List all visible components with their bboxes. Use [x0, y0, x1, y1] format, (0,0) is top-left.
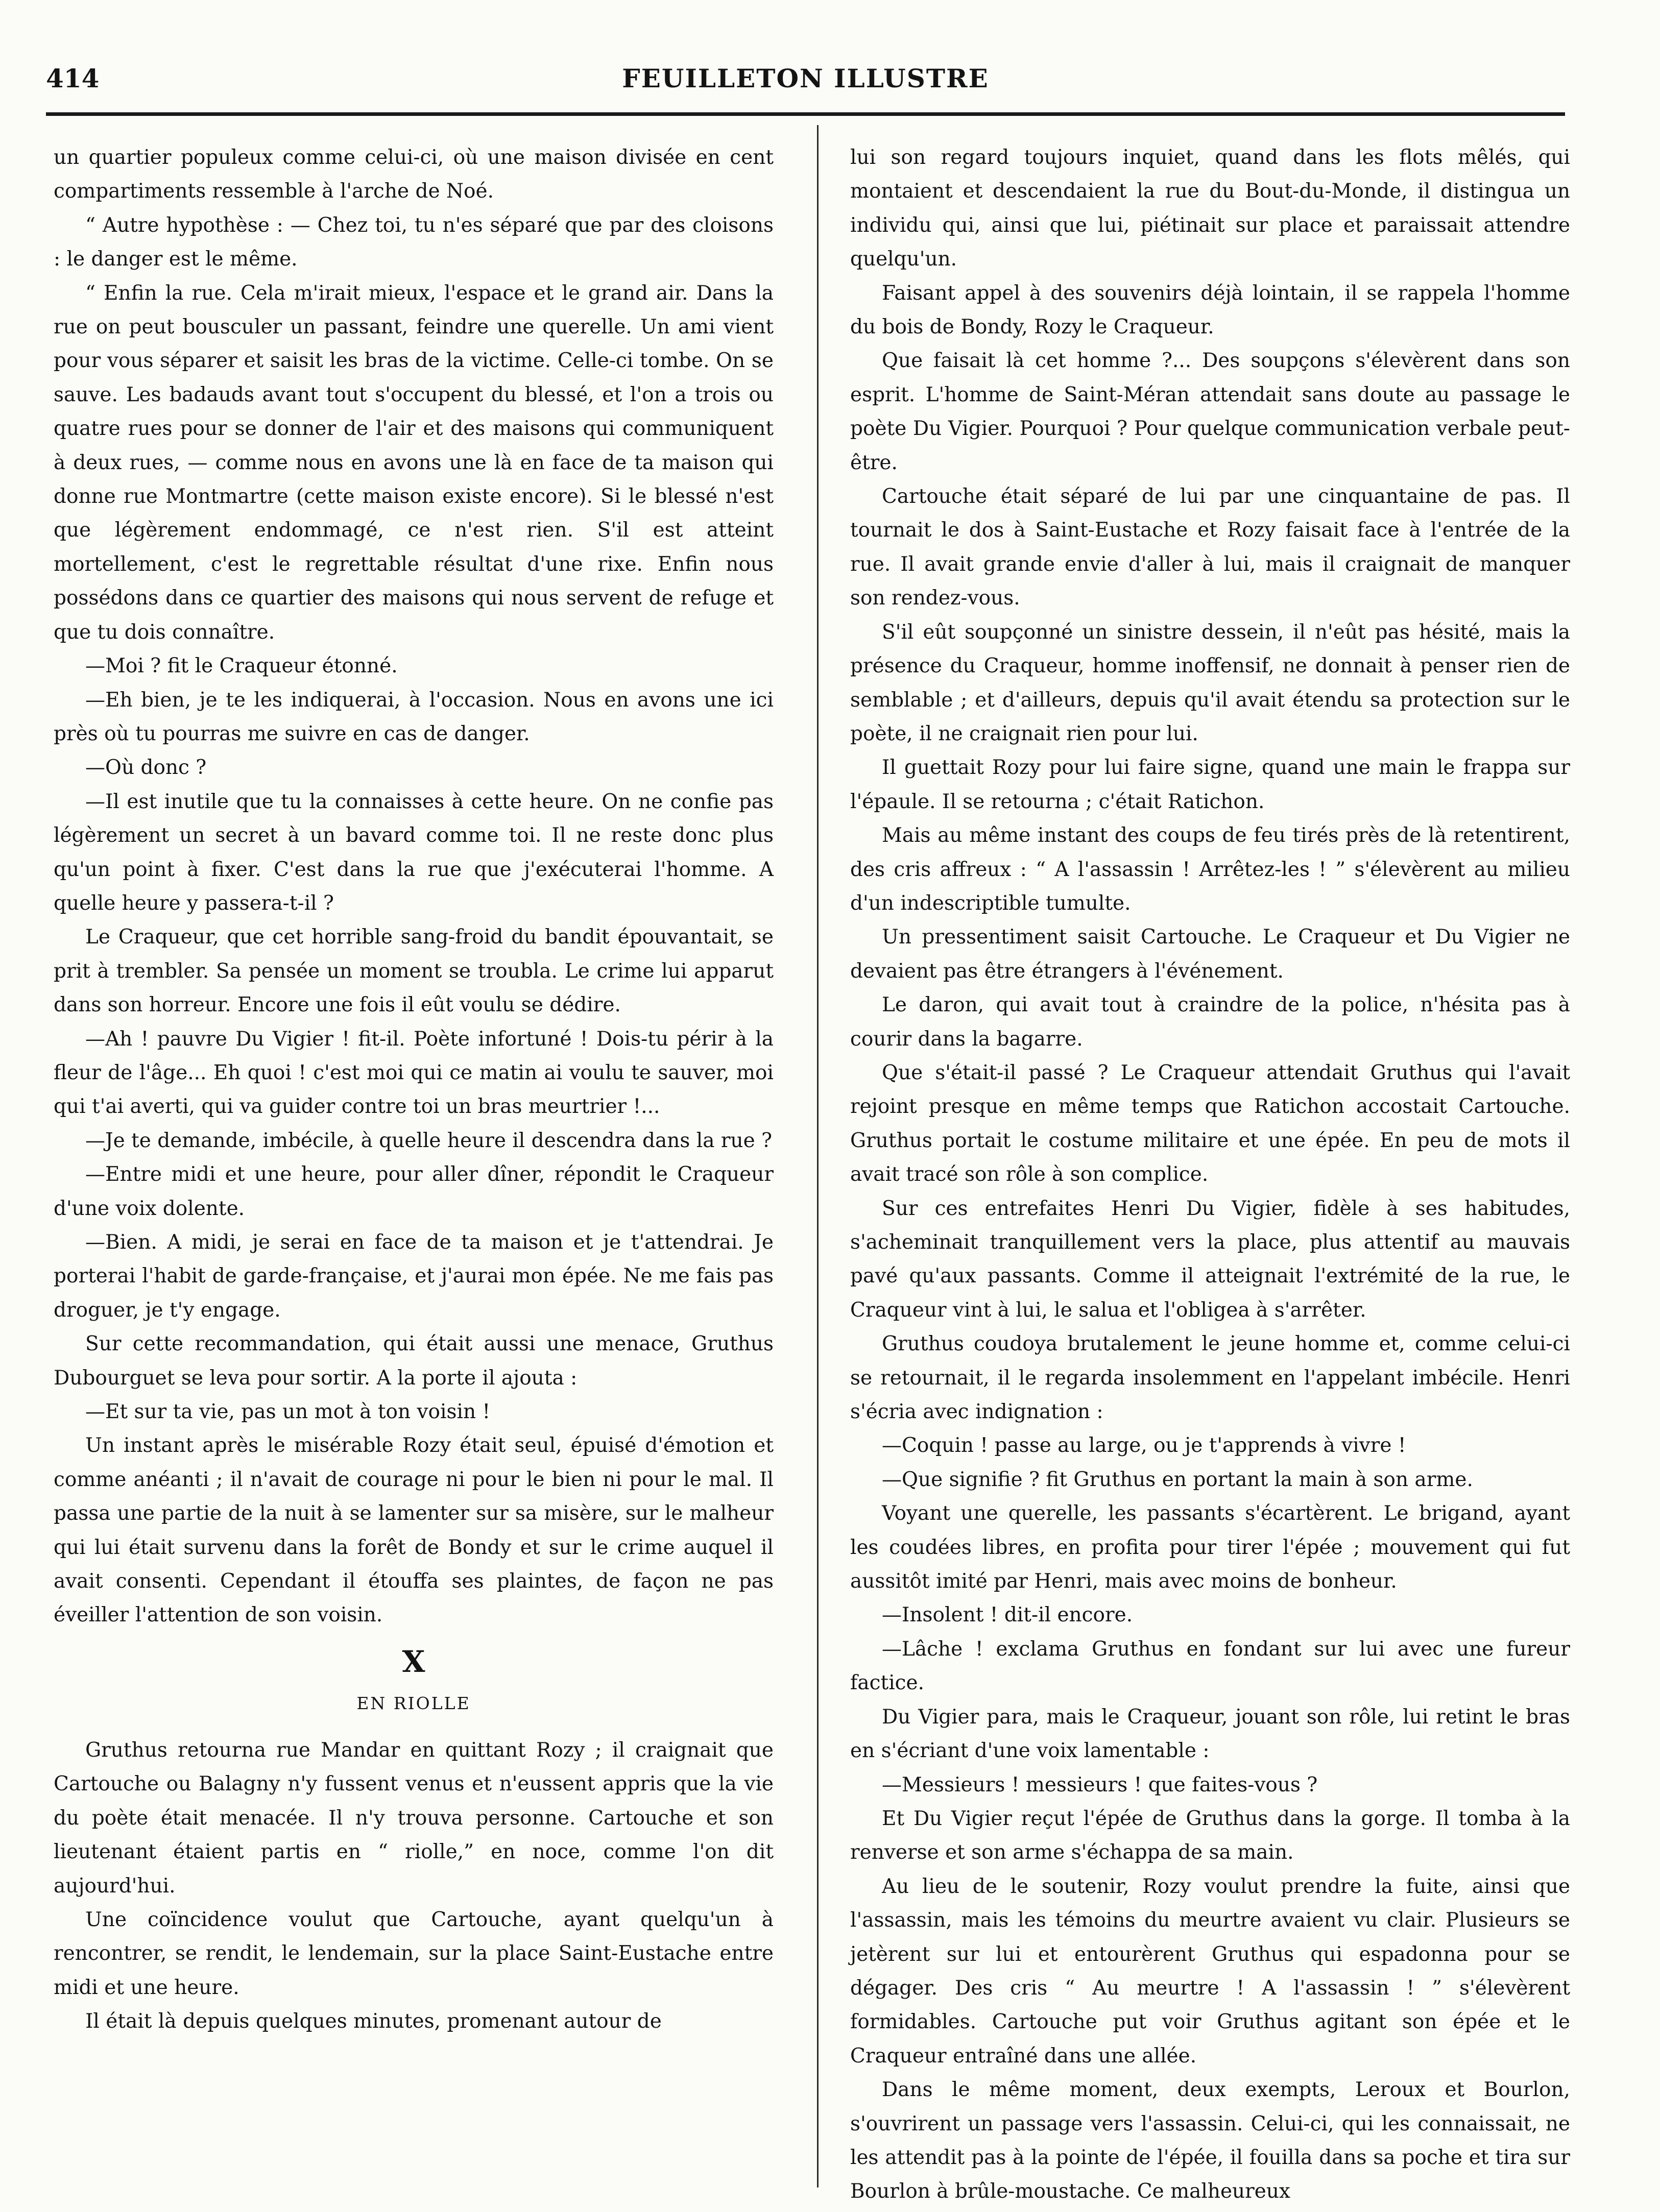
right-column [850, 141, 1570, 2203]
header-rule [46, 112, 1565, 116]
paragraph: Cartouche était séparé de lui par une cinquantaine de pas. Il tournait le dos à Saint-Eustache et Rozy faisait face à l'entrée de la rue. Il avait grande envie d'aller à lui, mais il craignait de manquer son rendez-vous. [850, 485, 1570, 610]
chapter-number: X [402, 1644, 425, 1679]
column-divider [817, 125, 819, 2187]
paragraph: un quartier populeux comme celui-ci, où une maison divisée en cent compartiments ressemble à l'arche de Noé. [54, 146, 774, 203]
paragraph: Au lieu de le soutenir, Rozy voulut prendre la fuite, ainsi que l'assassin, mais les témoins du meurtre avaient vu clair. Plusieurs se jetèrent sur lui et entourèrent Gruthus qui espadonna pour se dégager. Des cris “ Au meurtre ! A l'assassin ! ” s'élevèrent formidables. Cartouche put voir Gruthus agitant son épée et le Craqueur entraîné dans une allée. [850, 1875, 1570, 2068]
paragraph: —Il est inutile que tu la connaisses à cette heure. On ne confie pas légèrement un secret à un bavard comme toi. Il ne reste donc plus qu'un point à fixer. C'est dans la rue que j'exécuterai l'homme. A quelle heure y passera-t-il ? [54, 790, 774, 915]
paragraph: Il était là depuis quelques minutes, promenant autour de [85, 2010, 662, 2033]
paragraph: S'il eût soupçonné un sinistre dessein, il n'eût pas hésité, mais la présence du Craqueur, homme inoffensif, ne donnait à penser rien de semblable ; et d'ailleurs, depuis qu'il avait étendu sa protection sur le poète, il ne craignait rien pour lui. [850, 620, 1570, 745]
running-title: FEUILLETON ILLUSTRE [622, 63, 989, 93]
paragraph: —Messieurs ! messieurs ! que faites-vous ? [882, 1773, 1318, 1796]
paragraph: Un instant après le misérable Rozy était seul, épuisé d'émotion et comme anéanti ; il n'avait de courage ni pour le bien ni pour le mal. Il passa une partie de la nuit à se lamenter sur sa misère, sur le malheur qui lui était survenu dans la forêt de Bondy et sur le crime auquel il avait consenti. Cependant il étouffa ses plaintes, de façon ne pas éveiller l'attention de son voisin. [54, 1434, 774, 1627]
paragraph: Mais au même instant des coups de feu tirés près de là retentirent, des cris affreux : “ A l'assassin ! Arrêtez-les ! ” s'élevèrent au milieu d'un indescriptible tumulte. [850, 824, 1570, 915]
paragraph: Gruthus retourna rue Mandar en quittant Rozy ; il craignait que Cartouche ou Balagny n'y fussent venus et n'eussent appris que la vie du poète était menacée. Il n'y trouva personne. Cartouche et son lieutenant étaient partis en “ riolle,” en noce, comme l'on dit aujourd'hui. [54, 1738, 774, 1898]
paragraph: —Bien. A midi, je serai en face de ta maison et je t'attendrai. Je porterai l'habit de garde-française, et j'aurai mon épée. Ne me fais pas droguer, je t'y engage. [54, 1231, 774, 1322]
paragraph: Il guettait Rozy pour lui faire signe, quand une main le frappa sur l'épaule. Il se retourna ; c'était Ratichon. [850, 756, 1570, 813]
page-number: 414 [46, 63, 100, 93]
paragraph: —Moi ? fit le Craqueur étonné. [85, 654, 398, 678]
paragraph: Et Du Vigier reçut l'épée de Gruthus dans la gorge. Il tomba à la renverse et son arme s'échappa de sa main. [850, 1807, 1570, 1864]
paragraph: —Lâche ! exclama Gruthus en fondant sur lui avec une fureur factice. [850, 1637, 1570, 1695]
paragraph: Un pressentiment saisit Cartouche. Le Craqueur et Du Vigier ne devaient pas être étrangers à l'événement. [850, 926, 1570, 983]
paragraph: Dans le même moment, deux exempts, Leroux et Bourlon, s'ouvrirent un passage vers l'assassin. Celui-ci, qui les connaissait, ne les attendit pas à la pointe de l'épée, il fouilla dans sa poche et tira sur Bourlon à brûle-moustache. Ce malheureux [850, 2078, 1570, 2203]
paragraph: —Et sur ta vie, pas un mot à ton voisin ! [85, 1400, 491, 1424]
paragraph: Voyant une querelle, les passants s'écartèrent. Le brigand, ayant les coudées libres, en profita pour tirer l'épée ; mouvement qui fut aussitôt imité par Henri, mais avec moins de bonheur. [850, 1502, 1570, 1593]
chapter-title: EN RIOLLE [356, 1693, 471, 1713]
paragraph: —Où donc ? [85, 756, 207, 780]
paragraph: “ Enfin la rue. Cela m'irait mieux, l'espace et le grand air. Dans la rue on peut bousculer un passant, feindre une querelle. Un ami vient pour vous séparer et saisit les bras de la victime. Celle-ci tombe. On se sauve. Les badauds avant tout s'occupent du blessé, et l'on a trois ou quatre rues pour se donner de l'air et des maisons qui communiquent à deux rues, — comme nous en avons une là en face de ta maison qui donne rue Montmartre (cette maison existe encore). Si le blessé n'est que légèrement endommagé, ce n'est rien. S'il est atteint mortellement, c'est le regrettable résultat d'une rixe. Enfin nous possédons dans ce quartier des maisons qui nous servent de refuge et que tu dois connaître. [54, 281, 774, 644]
page-header [46, 60, 1565, 106]
paragraph: Sur ces entrefaites Henri Du Vigier, fidèle à ses habitudes, s'acheminait tranquillement vers la place, plus attentif au mauvais pavé qu'aux passants. Comme il atteignait l'extrémité de la rue, le Craqueur vint à lui, le salua et l'obligea à s'arrêter. [850, 1197, 1570, 1322]
paragraph: Le Craqueur, que cet horrible sang-froid du bandit épouvantait, se prit à trembler. Sa pensée un moment se troubla. Le crime lui apparut dans son horreur. Encore une fois il eût voulu se dédire. [54, 926, 774, 1017]
paragraph: Du Vigier para, mais le Craqueur, jouant son rôle, lui retint le bras en s'écriant d'une voix lamentable : [850, 1705, 1570, 1763]
paragraph: Gruthus coudoya brutalement le jeune homme et, comme celui-ci se retournait, il le regarda insolemment en l'appelant imbécile. Henri s'écria avec indignation : [850, 1332, 1570, 1424]
paragraph: —Entre midi et une heure, pour aller dîner, répondit le Craqueur d'une voix dolente. [54, 1163, 774, 1220]
paragraph: —Que signifie ? fit Gruthus en portant la main à son arme. [882, 1468, 1473, 1491]
paragraph: —Eh bien, je te les indiquerai, à l'occasion. Nous en avons une ici près où tu pourras me suivre en cas de danger. [54, 688, 774, 745]
paragraph: —Insolent ! dit-il encore. [882, 1603, 1133, 1627]
paragraph: Une coïncidence voulut que Cartouche, ayant quelqu'un à rencontrer, se rendit, le lendemain, sur la place Saint-Eustache entre midi et une heure. [54, 1908, 774, 1999]
paragraph: —Coquin ! passe au large, ou je t'apprends à vivre ! [882, 1434, 1406, 1457]
paragraph: —Je te demande, imbécile, à quelle heure il descendra dans la rue ? [85, 1129, 773, 1152]
paragraph: lui son regard toujours inquiet, quand dans les flots mêlés, qui montaient et descendaient la rue du Bout-du-Monde, il distingua un individu qui, ainsi que lui, piétinait sur place et paraissait attendre quelqu'un. [850, 146, 1570, 271]
paragraph: Le daron, qui avait tout à craindre de la police, n'hésita pas à courir dans la bagarre. [850, 993, 1570, 1051]
left-column [54, 141, 774, 2180]
paragraph: —Ah ! pauvre Du Vigier ! fit-il. Poète infortuné ! Dois-tu périr à la fleur de l'âge... Eh quoi ! c'est moi qui ce matin ai voulu te sauver, moi qui t'ai averti, qui va guider contre toi un bras meurtrier !... [54, 1027, 774, 1119]
paragraph: Que faisait là cet homme ?... Des soupçons s'élevèrent dans son esprit. L'homme de Saint-Méran attendait sans doute au passage le poète Du Vigier. Pourquoi ? Pour quelque communication verbale peut-être. [850, 349, 1570, 474]
paragraph: Sur cette recommandation, qui était aussi une menace, Gruthus Dubourguet se leva pour sortir. A la porte il ajouta : [54, 1332, 774, 1390]
paragraph: “ Autre hypothèse : — Chez toi, tu n'es séparé que par des cloisons : le danger est le même. [54, 213, 774, 271]
paragraph: Faisant appel à des souvenirs déjà lointain, il se rappela l'homme du bois de Bondy, Rozy le Craqueur. [850, 281, 1570, 339]
paragraph: Que s'était-il passé ? Le Craqueur attendait Gruthus qui l'avait rejoint presque en même temps que Ratichon accostait Cartouche. Gruthus portait le costume militaire et une épée. En peu de mots il avait tracé son rôle à son complice. [850, 1061, 1570, 1186]
